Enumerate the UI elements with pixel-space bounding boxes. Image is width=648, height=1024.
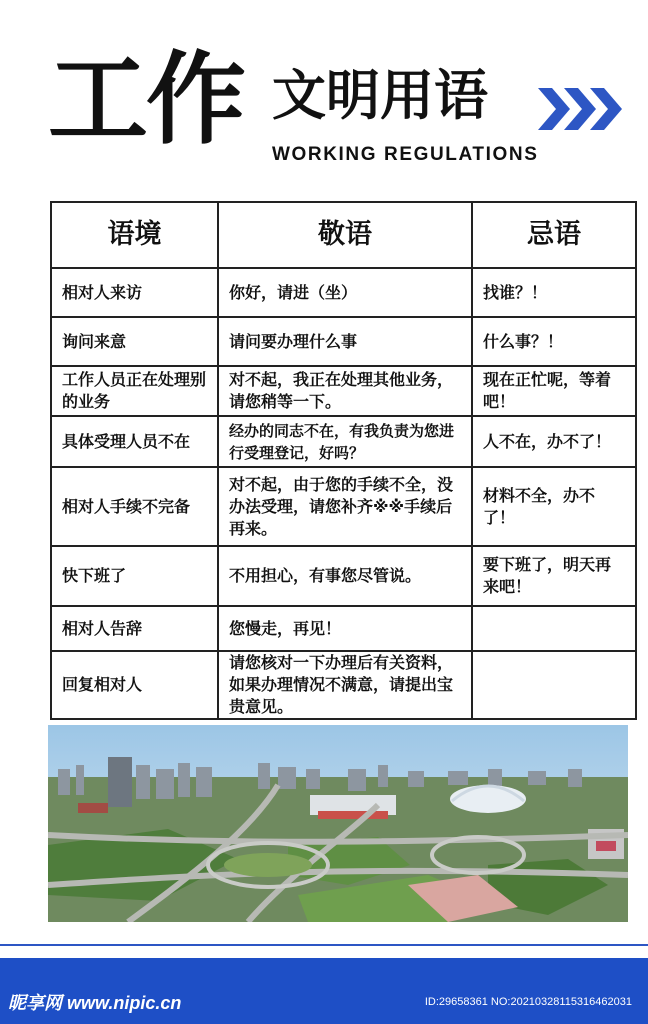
table-row	[51, 467, 636, 546]
table-row	[51, 606, 636, 651]
cell-taboo: 材料不全，办不了！	[472, 467, 636, 546]
cell-taboo: 人不在，办不了！	[472, 416, 636, 467]
footer-bar	[0, 958, 648, 1024]
table-row	[51, 546, 636, 606]
cell-polite: 你好，请进（坐）	[218, 268, 472, 317]
cell-taboo: 现在正忙呢，等着吧！	[472, 366, 636, 416]
table-header-row	[51, 202, 636, 268]
cell-context: 具体受理人员不在	[51, 416, 218, 467]
cell-context: 相对人告辞	[51, 606, 218, 651]
regulations-table	[50, 201, 637, 720]
table-row	[51, 416, 636, 467]
cell-context: 相对人手续不完备	[51, 467, 218, 546]
cell-polite: 不用担心，有事您尽管说。	[218, 546, 472, 606]
cell-context: 工作人员正在处理别的业务	[51, 366, 218, 416]
cell-context: 快下班了	[51, 546, 218, 606]
subtitle-en: WORKING REGULATIONS	[272, 144, 539, 165]
footer-image-id: ID:29658361 NO:20210328115316462031	[424, 996, 632, 1008]
footer-divider	[0, 944, 648, 946]
chevron-right-icon	[538, 88, 624, 130]
cell-context: 回复相对人	[51, 651, 218, 719]
table-row	[51, 317, 636, 366]
cell-taboo: 找谁？！	[472, 268, 636, 317]
cell-taboo	[472, 651, 636, 719]
cell-polite: 您慢走，再见！	[218, 606, 472, 651]
title-small: 文明用语	[272, 64, 488, 127]
cell-polite: 对不起，我正在处理其他业务，请您稍等一下。	[218, 366, 472, 416]
cell-taboo: 要下班了，明天再来吧！	[472, 546, 636, 606]
cell-polite: 对不起，由于您的手续不全，没办法受理，请您补齐※※手续后再来。	[218, 467, 472, 546]
table-row	[51, 651, 636, 719]
title-big: 工作	[48, 41, 244, 158]
cell-polite: 请问要办理什么事	[218, 317, 472, 366]
header-taboo: 忌语	[472, 202, 636, 268]
cell-taboo	[472, 606, 636, 651]
cell-polite: 经办的同志不在，有我负责为您进行受理登记，好吗？	[218, 416, 472, 467]
table-row	[51, 366, 636, 416]
city-aerial-photo	[48, 725, 628, 922]
header-context: 语境	[51, 202, 218, 268]
cell-polite: 请您核对一下办理后有关资料，如果办理情况不满意，请提出宝贵意见。	[218, 651, 472, 719]
cell-context: 询问来意	[51, 317, 218, 366]
cell-taboo: 什么事？！	[472, 317, 636, 366]
footer-brand: 昵享网 www.nipic.cn	[8, 993, 182, 1013]
header-polite: 敬语	[218, 202, 472, 268]
table-row	[51, 268, 636, 317]
cell-context: 相对人来访	[51, 268, 218, 317]
